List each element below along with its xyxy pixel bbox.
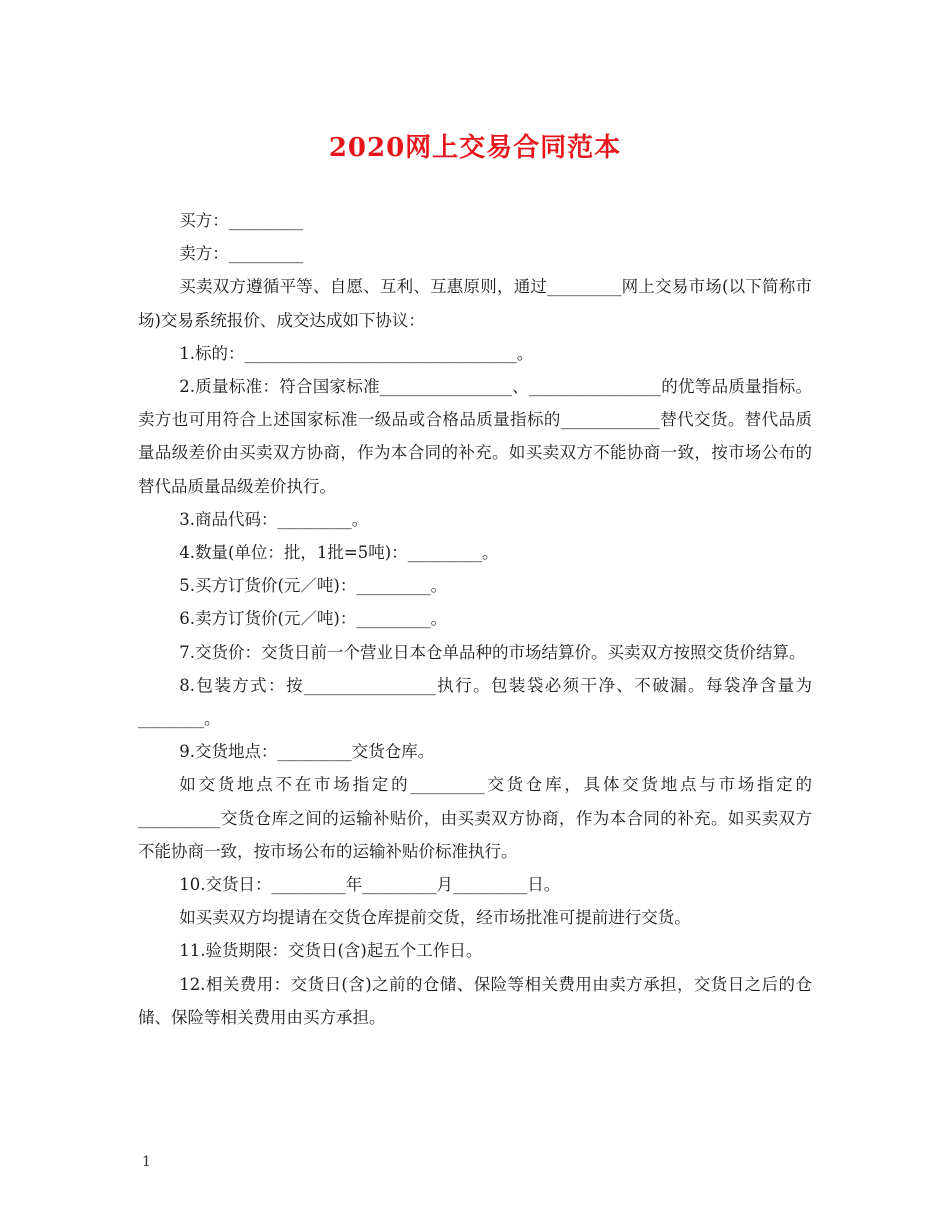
buyer-line: 买方：_________ [179, 211, 303, 230]
clause-quantity: 4.数量(单位：批，1批=5吨)：_________。 [179, 543, 499, 563]
clause-product-code: 3.商品代码：_________。 [179, 509, 369, 529]
early-delivery-note: 如买卖双方均提请在交货仓库提前交货，经市场批准可提前进行交货。 [179, 908, 691, 928]
clause-related-fees: 12.相关费用：交货日(含)之前的仓储、保险等相关费用由卖方承担，交货日之后的仓储、保险等相关费用由买方承担。 [138, 974, 812, 1027]
clause-packaging: 8.包装方式：按________________执行。包装袋必须干净、不破漏。每袋净含量为________。 [138, 675, 812, 729]
clause-quality-standard: 2.质量标准：符合国家标准________________、________________的优等品质量指标。卖方也可用符合上述国家标准一级品或合格品质量指标的____________替代交货。替代品质量品级差价由买卖双方协商，作为本合同的补充。如买卖双方不能协商一致，按市场公布的替代品质量品级差价执行。 [138, 377, 812, 496]
clause-delivery-date: 10.交货日：_________年_________月_________日。 [179, 875, 561, 895]
clause-delivery-price: 7.交货价：交货日前一个营业日本仓单品种的市场结算价。买卖双方按照交货价结算。 [179, 642, 806, 662]
clause-subject: 1.标的：_________________________________。 [179, 343, 534, 363]
document-title: 2020网上交易合同范本 [328, 133, 622, 163]
preamble-paragraph: 买卖双方遵循平等、自愿、互利、互惠原则，通过_________网上交易市场(以下简称市场)交易系统报价、成交达成如下协议： [138, 277, 812, 330]
document-body [138, 204, 812, 1034]
delivery-location-note: 如交货地点不在市场指定的_________交货仓库，具体交货地点与市场指定的__________交货仓库之间的运输补贴价，由买卖双方协商，作为本合同的补充。如买卖双方不能协商一致，按市场公布的运输补贴价标准执行。 [138, 775, 812, 861]
clause-delivery-location: 9.交货地点：_________交货仓库。 [179, 742, 435, 762]
clause-buyer-price: 5.买方订货价(元／吨)：_________。 [179, 576, 448, 596]
clause-inspection-period: 11.验货期限：交货日(含)起五个工作日。 [179, 941, 483, 961]
seller-line: 卖方：_________ [179, 244, 303, 264]
clause-seller-price: 6.卖方订货价(元／吨)：_________。 [179, 609, 448, 629]
page-number: 1 [142, 1154, 151, 1170]
